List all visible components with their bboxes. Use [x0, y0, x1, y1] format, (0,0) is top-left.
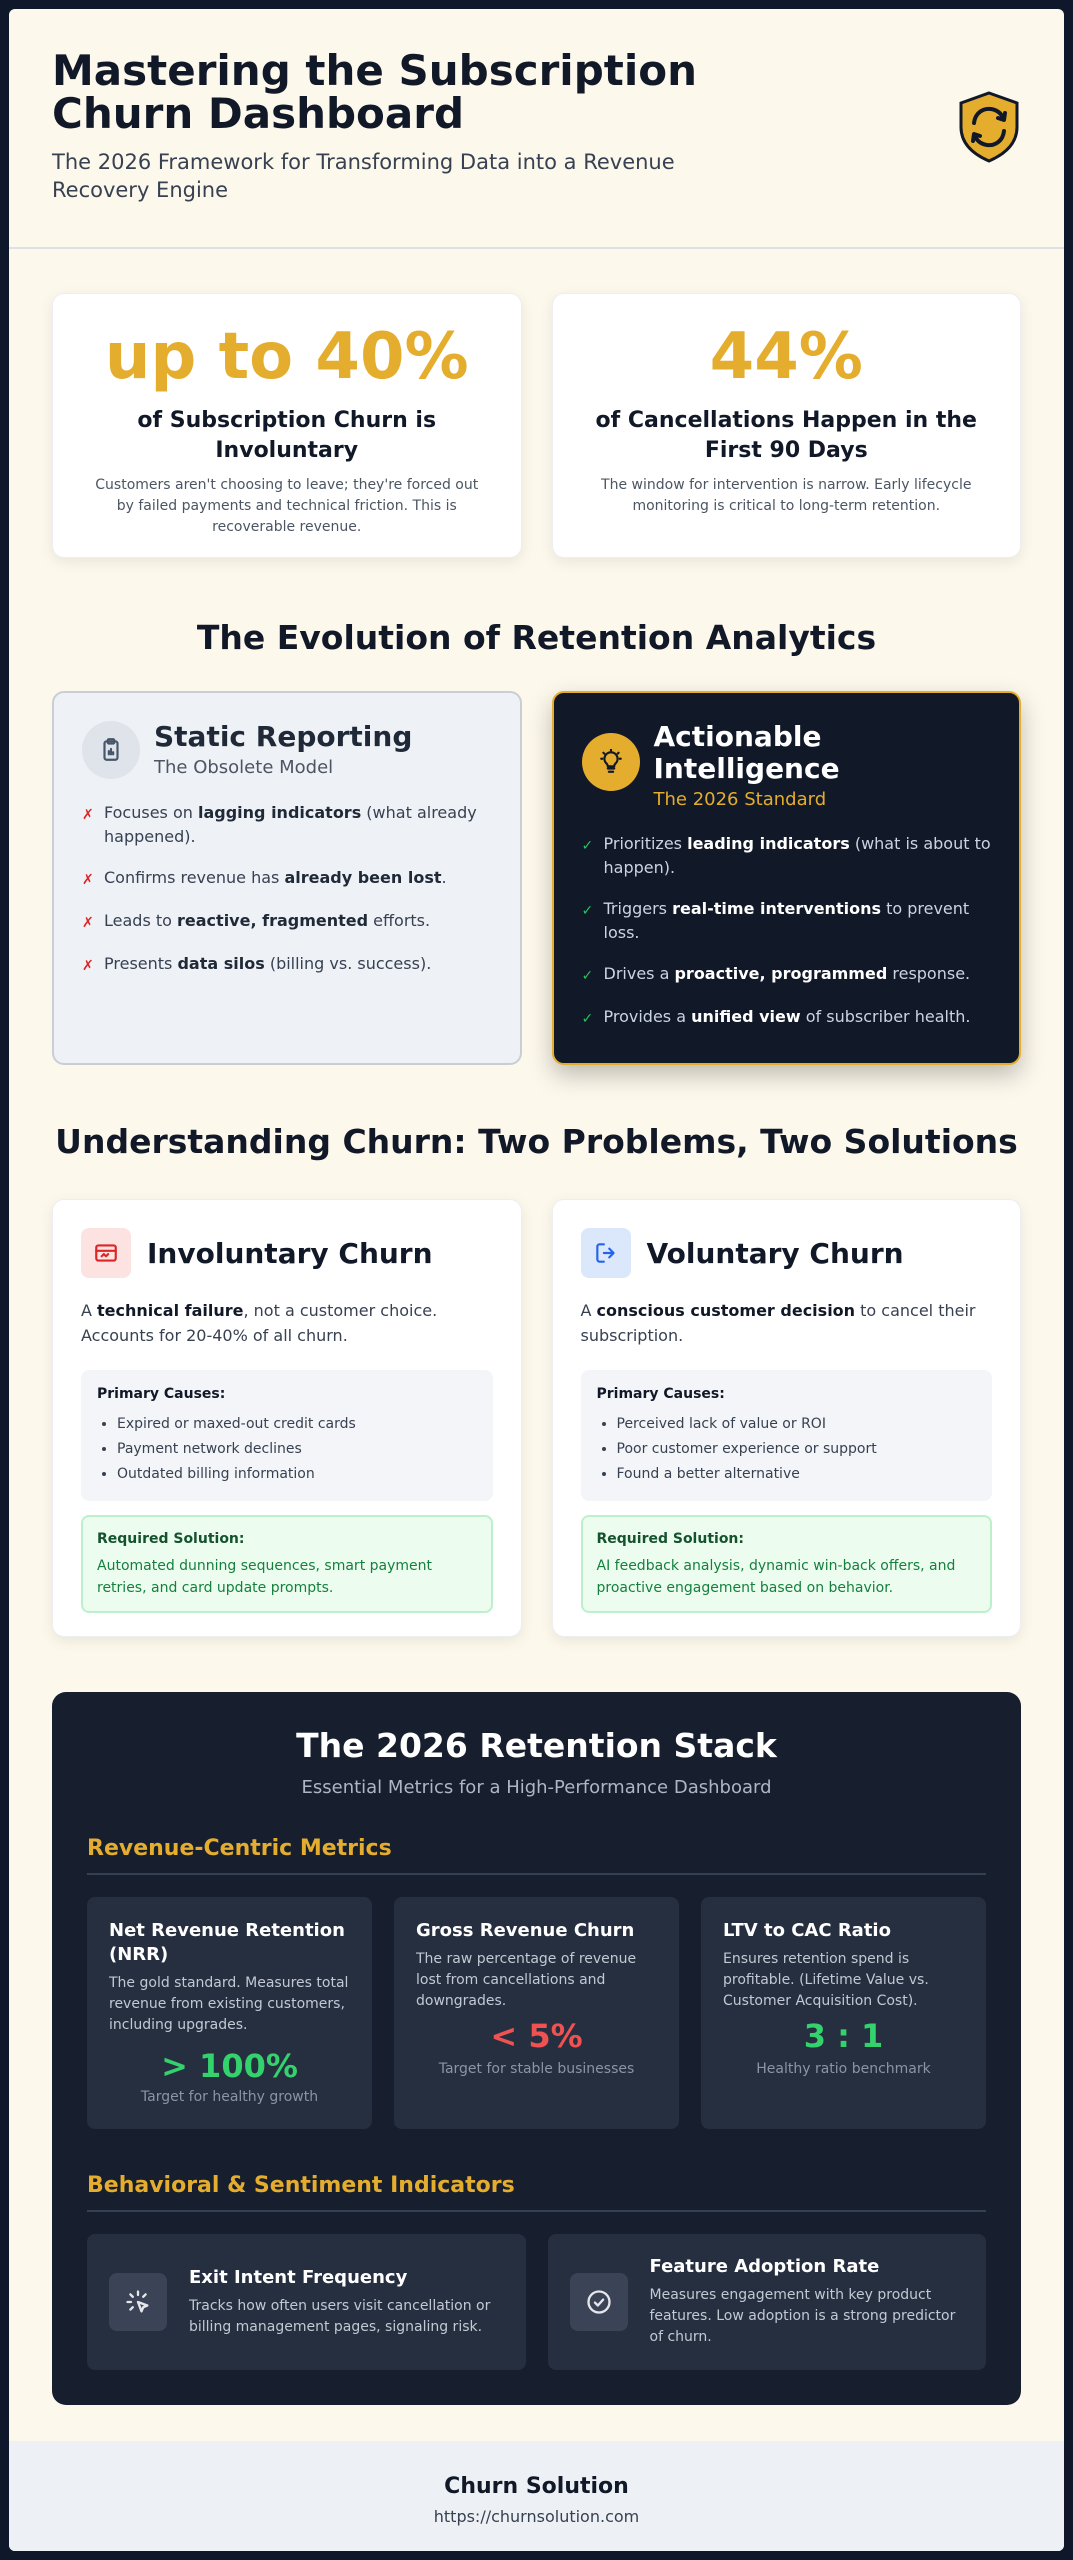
check-circle-icon — [570, 2273, 628, 2331]
stat-row — [52, 293, 1021, 558]
stat-title: of Cancellations Happen in the First 90 Days — [595, 408, 977, 463]
stack-subtitle: Essential Metrics for a High-Performance Dashboard — [301, 1777, 772, 1798]
metric-name: LTV to CAC Ratio — [723, 1920, 891, 1941]
involuntary-churn-card — [52, 1199, 522, 1637]
list-item: • Payment network declines — [117, 1437, 477, 1462]
stack-title: The 2026 Retention Stack — [296, 1726, 777, 1765]
causes-box — [81, 1370, 493, 1501]
static-list — [82, 801, 492, 978]
footer-url[interactable]: https://churnsolution.com — [433, 2507, 640, 2526]
causes-label: Primary Causes: — [97, 1386, 226, 1402]
metric-note: Healthy ratio benchmark — [756, 2061, 931, 2077]
metric-name: Gross Revenue Churn — [416, 1920, 635, 1941]
list-item: ✗ Presents data silos (billing vs. success). — [82, 952, 492, 978]
list-item: • Poor customer experience or support — [617, 1437, 977, 1462]
footer-brand: Churn Solution — [444, 2474, 629, 2499]
metric-name: Net Revenue Retention (NRR) — [109, 1920, 345, 1965]
list-item: ✓ Provides a unified view of subscriber health. — [582, 1005, 992, 1031]
solution-text: AI feedback analysis, dynamic win-back offers, and proactive engagement based on behavior. — [596, 1558, 956, 1596]
causes-label: Primary Causes: — [596, 1386, 725, 1402]
solution-label: Required Solution: — [97, 1531, 245, 1547]
causes-box — [581, 1370, 993, 1501]
infographic-page — [9, 9, 1064, 2551]
lightbulb-icon — [582, 733, 640, 791]
cross-icon: ✗ — [82, 915, 94, 931]
indicator-card-exit-intent — [87, 2234, 526, 2370]
card-title: Actionable Intelligence — [653, 720, 840, 785]
actionable-intelligence-card — [552, 691, 1022, 1065]
list-item: • Found a better alternative — [617, 1462, 977, 1487]
header — [9, 9, 1064, 249]
evolution-section-title: The Evolution of Retention Analytics — [196, 618, 877, 657]
revenue-metrics-heading: Revenue-Centric Metrics — [87, 1836, 986, 1875]
solution-box — [81, 1515, 493, 1613]
metric-description: The gold standard. Measures total revenue from existing customers, including upgrades. — [109, 1975, 349, 2033]
credit-card-icon — [81, 1228, 131, 1278]
cross-icon: ✗ — [82, 872, 94, 888]
check-icon: ✓ — [581, 1011, 594, 1027]
check-icon: ✓ — [581, 838, 594, 854]
churn-row — [52, 1199, 1021, 1637]
card-tagline: The 2026 Standard — [653, 789, 827, 810]
metric-description: Ensures retention spend is profitable. (Lifetime Value vs. Customer Acquisition Cost). — [723, 1951, 929, 2009]
cross-icon: ✗ — [82, 958, 94, 974]
stat-description: The window for intervention is narrow. Early lifecycle monitoring is critical to long-term retention. — [601, 477, 972, 514]
page-title: Mastering the Subscription Churn Dashboard — [52, 46, 697, 138]
list-item: ✗ Focuses on lagging indicators (what already happened). — [82, 801, 492, 849]
metric-note: Target for stable businesses — [438, 2061, 635, 2077]
list-item: ✓ Prioritizes leading indicators (what is about to happen). — [582, 832, 992, 880]
metric-value: 3 : 1 — [803, 2017, 884, 2055]
indicator-row — [87, 2234, 986, 2370]
solution-box — [581, 1515, 993, 1613]
stat-title: of Subscription Churn is Involuntary — [137, 408, 437, 463]
card-description: A conscious customer decision to cancel their subscription. — [580, 1301, 976, 1345]
metric-note: Target for healthy growth — [140, 2089, 319, 2105]
page-subtitle: The 2026 Framework for Transforming Data into a Revenue Recovery Engine — [52, 150, 675, 202]
indicator-name: Feature Adoption Rate — [649, 2256, 880, 2277]
indicator-description: Measures engagement with key product features. Low adoption is a strong predictor of churn. — [649, 2287, 956, 2345]
list-item: • Expired or maxed-out credit cards — [117, 1412, 477, 1437]
retention-stack-panel — [52, 1692, 1021, 2405]
check-icon: ✓ — [581, 968, 594, 984]
static-reporting-card — [52, 691, 522, 1065]
metric-card-ltv-cac — [701, 1897, 986, 2129]
solution-text: Automated dunning sequences, smart payment retries, and card update prompts. — [97, 1558, 432, 1596]
indicator-card-feature-adoption — [548, 2234, 987, 2370]
voluntary-churn-card — [552, 1199, 1022, 1637]
solution-label: Required Solution: — [596, 1531, 744, 1547]
list-item: ✗ Leads to reactive, fragmented efforts. — [82, 909, 492, 935]
cross-icon: ✗ — [82, 807, 94, 823]
stat-description: Customers aren't choosing to leave; they're forced out by failed payments and technical friction. This is recoverable revenue. — [95, 477, 479, 535]
check-icon: ✓ — [581, 903, 594, 919]
comparison-row — [52, 691, 1021, 1065]
indicator-name: Exit Intent Frequency — [189, 2266, 408, 2288]
list-item: • Outdated billing information — [117, 1462, 477, 1487]
indicator-description: Tracks how often users visit cancellation or billing management pages, signaling risk. — [189, 2297, 491, 2335]
metric-row — [87, 1897, 986, 2129]
list-item: • Perceived lack of value or ROI — [617, 1412, 977, 1437]
stat-value: 44% — [709, 320, 863, 394]
stat-value: up to 40% — [104, 320, 469, 394]
card-title: Static Reporting — [154, 720, 413, 753]
behavior-indicators-heading: Behavioral & Sentiment Indicators — [87, 2173, 986, 2212]
cursor-click-icon — [109, 2273, 167, 2331]
clipboard-icon — [82, 721, 140, 779]
exit-door-icon — [581, 1228, 631, 1278]
card-description: A technical failure, not a customer choice. Accounts for 20-40% of all churn. — [81, 1301, 438, 1345]
list-item: ✓ Drives a proactive, programmed response. — [582, 962, 992, 988]
metric-card-gross-churn — [394, 1897, 679, 2129]
card-title: Involuntary Churn — [147, 1236, 433, 1270]
card-title: Voluntary Churn — [646, 1236, 904, 1270]
metric-description: The raw percentage of revenue lost from cancellations and downgrades. — [416, 1951, 637, 2009]
metric-value: > 100% — [161, 2047, 298, 2085]
list-item: ✗ Confirms revenue has already been lost. — [82, 866, 492, 892]
stat-card — [552, 293, 1022, 558]
card-tagline: The Obsolete Model — [154, 757, 334, 778]
sync-shield-logo — [957, 91, 1021, 163]
metric-value: < 5% — [490, 2017, 583, 2055]
footer — [9, 2441, 1064, 2551]
metric-card-nrr — [87, 1897, 372, 2129]
churn-section-title: Understanding Churn: Two Problems, Two Solutions — [55, 1122, 1018, 1161]
list-item: ✓ Triggers real-time interventions to prevent loss. — [582, 897, 992, 945]
actionable-list — [582, 832, 992, 1031]
stat-card — [52, 293, 522, 558]
